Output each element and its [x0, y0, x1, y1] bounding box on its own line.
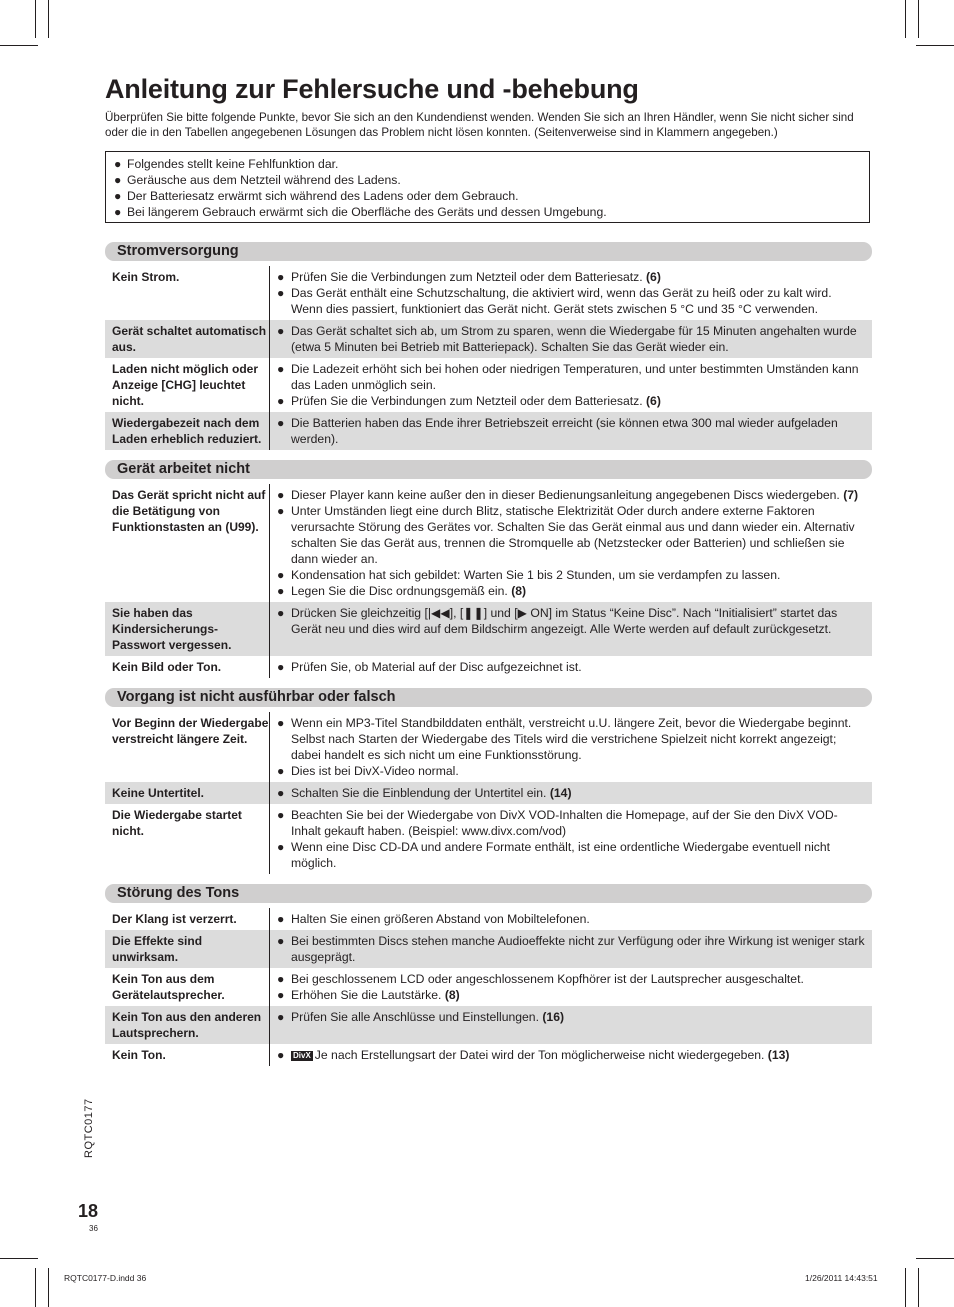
solution-body: Die Ladezeit erhöht sich bei hohen oder niedrigen Temperaturen, und unter bestimmten Umständen kann das Laden unmöglich sein.	[291, 362, 859, 392]
problem-cell: Kein Ton.	[105, 1044, 270, 1066]
page-reference: (6)	[646, 394, 661, 408]
page-title: Anleitung zur Fehlersuche und -behebung	[105, 74, 639, 104]
notice-item	[114, 204, 861, 220]
solution-text	[291, 567, 866, 583]
problem-cell: Keine Untertitel.	[105, 782, 270, 804]
table-row	[105, 804, 872, 874]
solution-cell	[270, 908, 872, 930]
bullet-icon: ●	[277, 764, 285, 778]
bullet-icon: ●	[277, 270, 285, 284]
solution-item	[277, 763, 866, 779]
solution-text	[291, 583, 866, 599]
section-gap	[105, 450, 872, 460]
problem-cell: Laden nicht möglich oder Anzeige [CHG] leuchtet nicht.	[105, 358, 270, 412]
solution-text	[291, 415, 866, 447]
solution-item	[277, 785, 866, 801]
solution-text	[291, 1047, 866, 1063]
solution-item	[277, 911, 866, 927]
notice-item	[114, 188, 861, 204]
solution-body: Prüfen Sie die Verbindungen zum Netzteil oder dem Batteriesatz.	[291, 394, 643, 408]
table-row	[105, 968, 872, 1006]
bullet-icon: ●	[114, 189, 122, 203]
solution-cell	[270, 412, 872, 450]
section-heading: Störung des Tons	[105, 884, 872, 903]
bullet-icon: ●	[277, 1010, 285, 1024]
solution-item	[277, 933, 866, 965]
bullet-icon: ●	[277, 362, 285, 376]
table-row	[105, 1006, 872, 1044]
crop-mark	[905, 1268, 906, 1307]
solution-cell	[270, 968, 872, 1006]
solution-item	[277, 567, 866, 583]
solution-body: Beachten Sie bei der Wiedergabe von DivX VOD-Inhalten die Homepage, auf der Sie den DivX VOD-Inhalt gekauft haben. (Beispiel: www.divx.com/vod)	[291, 808, 838, 838]
crop-mark	[0, 45, 38, 46]
solution-item	[277, 503, 866, 567]
bullet-icon: ●	[277, 606, 285, 620]
solution-item	[277, 715, 866, 763]
solution-body: Halten Sie einen größeren Abstand von Mobiltelefonen.	[291, 912, 590, 926]
solution-item	[277, 361, 866, 393]
solution-item	[277, 839, 866, 871]
solution-text	[291, 807, 866, 839]
bullet-icon: ●	[277, 416, 285, 430]
page-number: 18	[78, 1201, 99, 1221]
solution-body: Prüfen Sie die Verbindungen zum Netzteil oder dem Batteriesatz.	[291, 270, 643, 284]
section-gap	[105, 678, 872, 688]
table-row	[105, 412, 872, 450]
solution-body: Legen Sie die Disc ordnungsgemäß ein.	[291, 584, 508, 598]
bullet-icon: ●	[277, 912, 285, 926]
problem-cell: Die Wiedergabe startet nicht.	[105, 804, 270, 874]
solution-item	[277, 659, 866, 675]
solution-item	[277, 269, 866, 285]
page-reference: (8)	[511, 584, 527, 598]
table-row	[105, 602, 872, 656]
bullet-icon: ●	[277, 988, 285, 1002]
solution-cell	[270, 930, 872, 968]
solution-text	[291, 839, 866, 871]
problem-cell: Das Gerät spricht nicht auf die Betätigung von Funktionstasten an (U99).	[105, 484, 270, 602]
solution-body: Dies ist bei DivX-Video normal.	[291, 764, 459, 778]
bullet-icon: ●	[277, 286, 285, 300]
solution-item	[277, 393, 866, 409]
solution-body: Wenn eine Disc CD-DA und andere Formate enthält, ist eine ordentliche Wiedergabe eventuell nicht möglich.	[291, 840, 831, 870]
table-row	[105, 358, 872, 412]
crop-mark	[35, 1268, 36, 1307]
solution-body: Bei geschlossenem LCD oder angeschlossenem Kopfhörer ist der Lautsprecher ausgeschaltet.	[291, 972, 804, 986]
bullet-icon: ●	[277, 660, 285, 674]
solution-text	[291, 323, 866, 355]
table-row	[105, 320, 872, 358]
crop-mark	[48, 1268, 49, 1307]
solution-body: Prüfen Sie, ob Material auf der Disc aufgezeichnet ist.	[291, 660, 582, 674]
notice-text: Der Batteriesatz erwärmt sich während des Ladens oder dem Gebrauch.	[127, 189, 519, 203]
solution-body: Je nach Erstellungsart der Datei wird der Ton möglicherweise nicht wiedergegeben.	[314, 1048, 765, 1062]
crop-mark	[0, 1258, 38, 1259]
notice-item	[114, 156, 861, 172]
problem-cell: Der Klang ist verzerrt.	[105, 908, 270, 930]
footer-timestamp: 1/26/2011 14:43:51	[805, 1273, 878, 1283]
problem-cell: Kein Strom.	[105, 266, 270, 320]
problem-cell: Kein Ton aus den anderen Lautsprechern.	[105, 1006, 270, 1044]
solution-cell	[270, 656, 872, 678]
section-heading: Vorgang ist nicht ausführbar oder falsch	[105, 688, 872, 707]
solution-cell	[270, 1044, 872, 1066]
intro-text: Überprüfen Sie bitte folgende Punkte, bevor Sie sich an den Kundendienst wenden. Wenden Sie sich an Ihren Händler, wenn Sie nicht sicher sind oder die in den Tabellen angegebenen Lösungen das Problem nicht lösen konnten. (Seitenverweise sind in Klammern angegeben.)	[105, 111, 854, 139]
bullet-icon: ●	[277, 934, 285, 948]
notice-text: Folgendes stellt keine Fehlfunktion dar.	[127, 157, 339, 171]
section-gap	[105, 874, 872, 884]
bullet-icon: ●	[277, 1048, 285, 1062]
solution-item	[277, 487, 866, 503]
problem-cell: Kein Bild oder Ton.	[105, 656, 270, 678]
solution-item	[277, 323, 866, 355]
solution-cell	[270, 712, 872, 782]
solution-text	[291, 269, 866, 285]
solution-text	[291, 285, 866, 317]
document-code: RQTC0177	[83, 1098, 95, 1158]
bullet-icon: ●	[277, 488, 285, 502]
problem-cell: Gerät schaltet automatisch aus.	[105, 320, 270, 358]
notice-text: Bei längerem Gebrauch erwärmt sich die Oberfläche des Geräts und dessen Umgebung.	[127, 205, 607, 219]
solution-cell	[270, 1006, 872, 1044]
table-row	[105, 484, 872, 602]
solution-body: Drücken Sie gleichzeitig [|◀◀], [❚❚] und [▶ ON] im Status “Keine Disc”. Nach “Initialisiert” startet das Gerät neu und dies wird auf dem Bildschirm angezeigt. Alle Werte werden auf default zurückgesetzt.	[291, 606, 838, 636]
solution-body: Wenn ein MP3-Titel Standbilddaten enthält, verstreicht u.U. längere Zeit, bevor die Wiedergabe beginnt. Selbst nach Starten der Wiedergabe des Titels wird die verstrichene Spielzeit nicht korrekt angezeigt; dabei handelt es sich nicht um eine Funktionsstörung.	[291, 716, 852, 762]
solution-body: Prüfen Sie alle Anschlüsse und Einstellungen.	[291, 1010, 539, 1024]
solution-text	[291, 503, 866, 567]
page-reference: (16)	[542, 1010, 565, 1024]
page-reference: (8)	[444, 988, 460, 1002]
solution-item	[277, 605, 866, 637]
solution-cell	[270, 602, 872, 656]
problem-cell: Vor Beginn der Wiedergabe verstreicht längere Zeit.	[105, 712, 270, 782]
solution-item	[277, 285, 866, 317]
divx-badge: DivX	[293, 1051, 311, 1060]
bullet-icon: ●	[277, 584, 285, 598]
solution-item	[277, 807, 866, 839]
problem-cell: Die Effekte sind unwirksam.	[105, 930, 270, 968]
crop-mark	[918, 1268, 919, 1307]
bullet-icon: ●	[114, 205, 122, 219]
solution-body: Unter Umständen liegt eine durch Blitz, statische Elektrizität Oder durch andere externe Faktoren verursachte Störung des Gerätes vor. Schalten Sie das Gerät einmal aus und dann wieder ein. Alternativ schalten Sie das Gerät aus, trennen die Stromquelle ab (Netzstecker oder Batterien) und schließen sie dann wieder an.	[291, 504, 855, 566]
table-row	[105, 930, 872, 968]
solution-text	[291, 361, 866, 393]
table-row	[105, 266, 872, 320]
solution-text	[291, 785, 866, 801]
solution-text	[291, 763, 866, 779]
footer-file-info: RQTC0177-D.indd 36	[64, 1273, 147, 1283]
bullet-icon: ●	[277, 716, 285, 730]
solution-text	[291, 933, 866, 965]
problem-cell: Kein Ton aus dem Gerätelautsprecher.	[105, 968, 270, 1006]
page-reference: (6)	[646, 270, 661, 284]
solution-body: Das Gerät enthält eine Schutzschaltung, die aktiviert wird, wenn das Gerät zu heiß oder zu kalt wird. Wenn dies passiert, funktioniert das Gerät nicht. Gerät stets zwischen 5 °C und 35 °C verwenden.	[291, 286, 832, 316]
solution-item	[277, 987, 866, 1003]
section-heading: Stromversorgung	[105, 242, 872, 261]
bullet-icon: ●	[114, 157, 122, 171]
bullet-icon: ●	[277, 394, 285, 408]
solution-item	[277, 971, 866, 987]
page-reference: (14)	[549, 786, 572, 800]
solution-text	[291, 659, 866, 675]
crop-mark	[916, 45, 954, 46]
solution-body: Erhöhen Sie die Lautstärke.	[291, 988, 442, 1002]
solution-item	[277, 1009, 866, 1025]
solution-text	[291, 971, 866, 987]
solution-body: Die Batterien haben das Ende ihrer Betriebszeit erreicht (sie können etwa 300 mal wieder aufgeladen werden).	[291, 416, 838, 446]
solution-item	[277, 415, 866, 447]
crop-mark	[905, 0, 906, 38]
table-row	[105, 656, 872, 678]
section-heading: Gerät arbeitet nicht	[105, 460, 872, 479]
crop-mark	[48, 0, 49, 38]
solution-text	[291, 393, 866, 409]
notice-box	[105, 151, 870, 223]
solution-cell	[270, 358, 872, 412]
crop-mark	[918, 0, 919, 38]
solution-text	[291, 1009, 866, 1025]
bullet-icon: ●	[277, 808, 285, 822]
solution-cell	[270, 804, 872, 874]
solution-text	[291, 605, 866, 637]
crop-mark	[916, 1258, 954, 1259]
page-reference: (13)	[767, 1048, 790, 1062]
notice-item	[114, 172, 861, 188]
solution-item	[277, 583, 866, 599]
solution-body: Kondensation hat sich gebildet: Warten Sie 1 bis 2 Stunden, um sie verdampfen zu lassen.	[291, 568, 781, 582]
notice-text: Geräusche aus dem Netzteil während des Ladens.	[127, 173, 401, 187]
bullet-icon: ●	[114, 173, 122, 187]
solution-body: Das Gerät schaltet sich ab, um Strom zu sparen, wenn die Wiedergabe für 15 Minuten angehalten wurde (etwa 5 Minuten bei Betrieb mit Batteriepack). Schalten Sie das Gerät wieder ein.	[291, 324, 857, 354]
page-reference: (7)	[843, 488, 859, 502]
solution-cell	[270, 320, 872, 358]
solution-item	[277, 1047, 866, 1063]
solution-text	[291, 715, 866, 763]
table-row	[105, 908, 872, 930]
solution-body: Bei bestimmten Discs stehen manche Audioeffekte nicht zur Verfügung oder ihre Wirkung ist weniger stark ausgeprägt.	[291, 934, 865, 964]
bullet-icon: ●	[277, 568, 285, 582]
problem-cell: Sie haben das Kindersicherungs-Passwort vergessen.	[105, 602, 270, 656]
solution-body: Dieser Player kann keine außer den in dieser Bedienungsanleitung angegebenen Discs wiedergeben.	[291, 488, 840, 502]
table-row	[105, 782, 872, 804]
solution-body: Schalten Sie die Einblendung der Untertitel ein.	[291, 786, 547, 800]
problem-cell: Wiedergabezeit nach dem Laden erheblich reduziert.	[105, 412, 270, 450]
page-number-small: 36	[89, 1224, 98, 1233]
solution-cell	[270, 782, 872, 804]
solution-text	[291, 987, 866, 1003]
crop-mark	[35, 0, 36, 38]
table-row	[105, 1044, 872, 1066]
bullet-icon: ●	[277, 786, 285, 800]
table-row	[105, 712, 872, 782]
bullet-icon: ●	[277, 840, 285, 854]
solution-text	[291, 487, 866, 503]
bullet-icon: ●	[277, 972, 285, 986]
solution-text	[291, 911, 866, 927]
solution-cell	[270, 266, 872, 320]
bullet-icon: ●	[277, 504, 285, 518]
troubleshooting-tables	[105, 242, 872, 1066]
bullet-icon: ●	[277, 324, 285, 338]
solution-cell	[270, 484, 872, 602]
